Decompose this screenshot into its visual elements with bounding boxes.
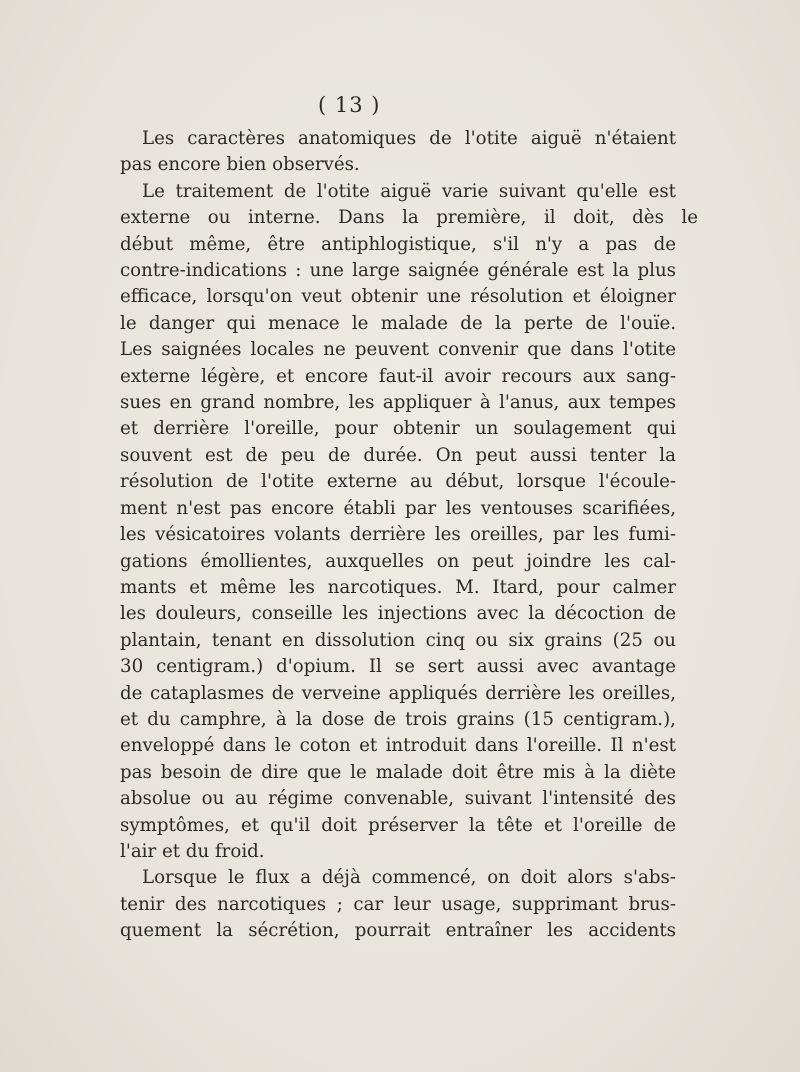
text-line: efficace, lorsqu'on veut obtenir une résolution et éloigner	[120, 286, 676, 308]
text-line: pas besoin de dire que le malade doit être mis à la diète	[120, 761, 676, 783]
text-line: Le traitement de l'otite aiguë varie suivant qu'elle est	[142, 180, 676, 202]
text-line: ment n'est pas encore établi par les ventouses scarifiées,	[120, 497, 677, 519]
page-number: ( 13 )	[318, 93, 381, 117]
text-line: gations émollientes, auxquelles on peut joindre les cal-	[120, 550, 677, 572]
text-line: tenir des narcotiques ; car leur usage, supprimant brus-	[120, 893, 676, 915]
text-line: Les saignées locales ne peuvent convenir que dans l'otite	[120, 339, 676, 361]
text-line: Les caractères anatomiques de l'otite aiguë n'étaient	[142, 128, 677, 149]
text-line: externe ou interne. Dans la première, il doit, dès le	[120, 207, 699, 229]
text-line: sues en grand nombre, les appliquer à l'anus, aux tempes	[120, 392, 676, 414]
text-line: les douleurs, conseille les injections avec la décoction de	[120, 603, 677, 625]
text-line: quement la sécrétion, pourrait entraîner les accidents	[120, 920, 677, 942]
text-line: plantain, tenant en dissolution cinq ou six grains (25 ou	[120, 629, 676, 651]
text-line: enveloppé dans le coton et introduit dans l'oreille. Il n'est	[120, 735, 676, 757]
text-line: Lorsque le flux a déjà commencé, on doit alors s'abs-	[142, 867, 676, 889]
text-line: de cataplasmes de verveine appliqués derrière les oreilles,	[120, 682, 677, 704]
body-text	[120, 126, 698, 945]
text-line: résolution de l'otite externe au début, lorsque l'écoule-	[120, 471, 676, 493]
text-line: souvent est de peu de durée. On peut aussi tenter la	[120, 444, 676, 466]
paragraph-2	[120, 179, 698, 866]
text-line: mants et même les narcotiques. M. Itard, pour calmer	[120, 576, 677, 598]
text-line: le danger qui menace le malade de la perte de l'ouïe.	[120, 312, 677, 334]
text-line: et du camphre, à la dose de trois grains (15 centigram.),	[120, 708, 676, 730]
text-line: absolue ou au régime convenable, suivant l'intensité des	[120, 788, 676, 810]
text-line: début même, être antiphlogistique, s'il n'y a pas de	[120, 233, 676, 255]
paragraph-3	[120, 865, 698, 944]
text-line: symptômes, et qu'il doit préserver la tête et l'oreille de	[120, 814, 677, 836]
paragraph-1	[120, 126, 698, 179]
text-line: pas encore bien observés.	[120, 154, 360, 176]
text-line: 30 centigram.) d'opium. Il se sert aussi avec avantage	[120, 656, 677, 678]
text-line: l'air et du froid.	[120, 840, 265, 862]
text-line: externe légère, et encore faut-il avoir recours aux sang-	[120, 365, 676, 387]
text-line: contre-indications : une large saignée générale est la plus	[120, 260, 676, 282]
text-line: et derrière l'oreille, pour obtenir un soulagement qui	[120, 418, 676, 440]
text-line: les vésicatoires volants derrière les oreilles, par les fumi-	[120, 524, 676, 546]
